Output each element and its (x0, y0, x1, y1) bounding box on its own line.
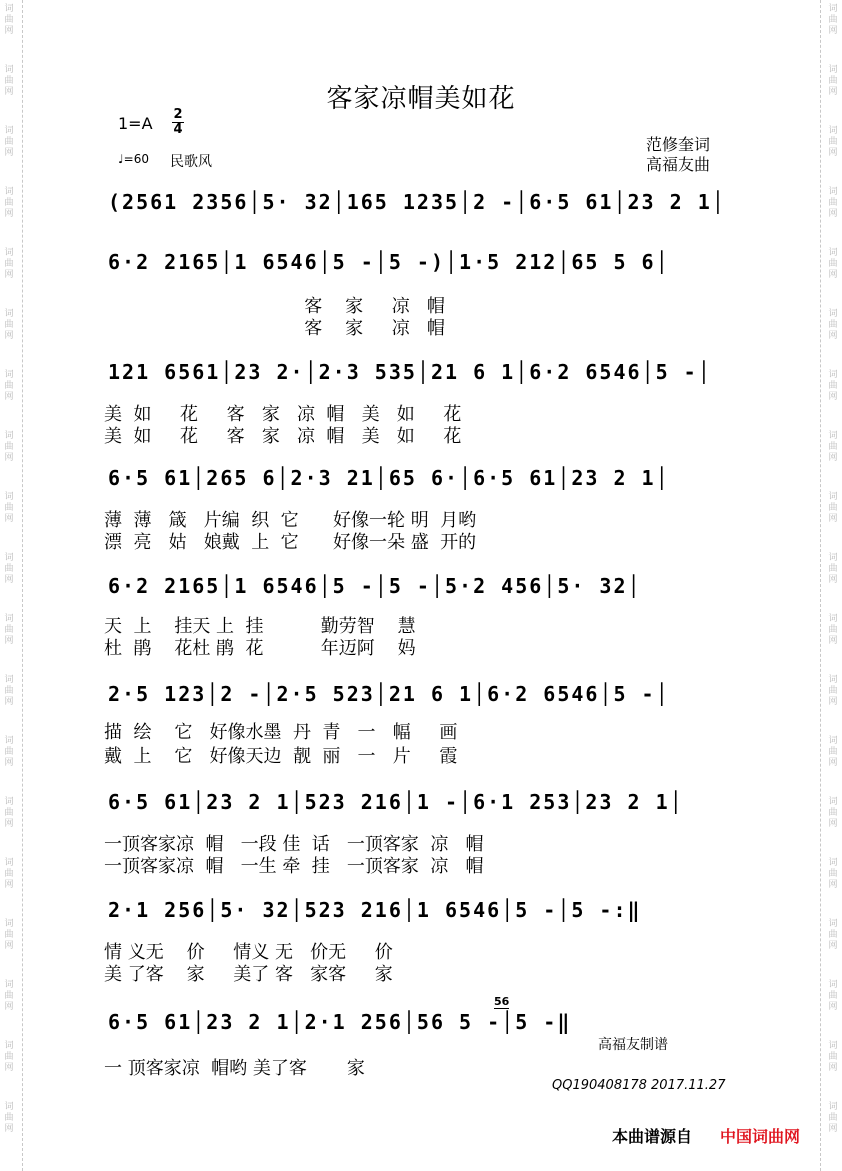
watermark-char: 网 (828, 636, 838, 646)
watermark-char: 曲 (4, 625, 14, 635)
watermark-char: 网 (828, 880, 838, 890)
watermark-char: 词 (828, 858, 838, 868)
watermark-char: 网 (828, 941, 838, 951)
watermark-block (2, 1041, 16, 1074)
watermark-char: 词 (828, 187, 838, 197)
score-system-3 (104, 354, 740, 394)
watermark-block (2, 431, 16, 464)
watermark-char: 网 (4, 636, 14, 646)
watermark-char: 词 (4, 614, 14, 624)
watermark-char: 词 (828, 492, 838, 502)
lyricist-credit: 范修奎词 (646, 135, 711, 154)
watermark-char: 词 (4, 248, 14, 258)
lyric-verse-2: 美 如 花 客 家 凉 帽 美 如 花 (104, 426, 462, 447)
watermark-char: 词 (4, 65, 14, 75)
watermark-block (2, 1102, 16, 1135)
watermark-char: 曲 (828, 137, 838, 147)
source-label: 本曲谱源自 (612, 1127, 693, 1146)
watermark-char: 曲 (4, 564, 14, 574)
watermark-char: 网 (828, 1124, 838, 1134)
watermark-char: 词 (828, 65, 838, 75)
watermark-char: 网 (828, 1002, 838, 1012)
score-system-4 (104, 460, 740, 500)
watermark-block (826, 980, 840, 1013)
watermark-block (826, 126, 840, 159)
watermark-char: 网 (828, 514, 838, 524)
lyric-verse-1: 情 义无 价 情义 无 价无 价 (104, 942, 393, 963)
watermark-block (826, 736, 840, 769)
notation-line: 6·5 61│265 6│2·3 21│65 6·│6·5 61│23 2 1│ (108, 466, 670, 490)
watermark-char: 词 (828, 919, 838, 929)
watermark-char: 曲 (828, 198, 838, 208)
watermark-char: 网 (4, 87, 14, 97)
watermark-char: 曲 (4, 808, 14, 818)
watermark-block (826, 614, 840, 647)
lyric-verse-2: 美 了客 家 美了 客 家客 家 (104, 964, 393, 985)
watermark-char: 网 (4, 941, 14, 951)
watermark-char: 词 (4, 431, 14, 441)
watermark-block (826, 553, 840, 586)
score-system-5 (104, 568, 740, 608)
watermark-char: 网 (828, 26, 838, 36)
watermark-char: 网 (828, 819, 838, 829)
watermark-block (2, 553, 16, 586)
watermark-block (826, 858, 840, 891)
watermark-block (2, 248, 16, 281)
watermark-block (826, 797, 840, 830)
watermark-char: 曲 (4, 320, 14, 330)
watermark-char: 网 (4, 697, 14, 707)
lyric-verse-1: 天 上 挂天 上 挂 勤劳智 慧 (104, 616, 416, 637)
watermark-char: 词 (4, 553, 14, 563)
composer-credit: 高福友曲 (646, 155, 711, 174)
watermark-char: 曲 (828, 869, 838, 879)
watermark-char: 网 (828, 148, 838, 158)
score-system-2 (104, 244, 740, 284)
watermark-char: 词 (828, 614, 838, 624)
watermark-char: 曲 (828, 1052, 838, 1062)
notation-line: 6·2 2165│1 6546│5 -│5 -│5·2 456│5· 32│ (108, 574, 642, 598)
watermark-char: 曲 (828, 1113, 838, 1123)
watermark-char: 词 (4, 4, 14, 14)
watermark-block (826, 248, 840, 281)
watermark-block (2, 492, 16, 525)
notation-line: (2561 2356│5· 32│165 1235│2 -│6·5 61│23 2 1│ (108, 190, 726, 214)
right-watermark-column (826, 0, 840, 1171)
notation-line: 2·5 123│2 -│2·5 523│21 6 1│6·2 6546│5 -│ (108, 682, 670, 706)
watermark-char: 曲 (4, 930, 14, 940)
watermark-char: 词 (828, 4, 838, 14)
watermark-char: 词 (4, 1102, 14, 1112)
watermark-char: 曲 (4, 1113, 14, 1123)
watermark-char: 曲 (4, 259, 14, 269)
watermark-block (2, 919, 16, 952)
site-link[interactable]: 中国词曲网 (720, 1127, 801, 1146)
lyric-verse-1: 描 绘 它 好像水墨 丹 青 一 幅 画 (104, 722, 458, 743)
watermark-char: 词 (4, 797, 14, 807)
watermark-block (2, 126, 16, 159)
meter-top: 2 (173, 107, 183, 122)
right-dashed-border (820, 0, 821, 1171)
watermark-block (826, 431, 840, 464)
watermark-char: 曲 (828, 320, 838, 330)
watermark-char: 曲 (4, 991, 14, 1001)
watermark-char: 曲 (828, 747, 838, 757)
watermark-char: 词 (828, 736, 838, 746)
lyric-verse-1: 美 如 花 客 家 凉 帽 美 如 花 (104, 404, 462, 425)
watermark-block (826, 492, 840, 525)
watermark-char: 网 (828, 392, 838, 402)
watermark-char: 曲 (4, 686, 14, 696)
watermark-char: 词 (4, 492, 14, 502)
lyric-verse-2: 一顶客家凉 帽 一生 牵 挂 一顶客家 凉 帽 (104, 856, 484, 877)
watermark-char: 词 (4, 736, 14, 746)
watermark-block (826, 675, 840, 708)
watermark-char: 曲 (4, 503, 14, 513)
watermark-char: 词 (828, 980, 838, 990)
watermark-char: 词 (828, 1041, 838, 1051)
lyric-verse-2: 杜 鹃 花杜 鹃 花 年迈阿 妈 (104, 638, 416, 659)
watermark-char: 网 (828, 270, 838, 280)
watermark-char: 曲 (828, 625, 838, 635)
watermark-char: 词 (828, 431, 838, 441)
watermark-block (2, 736, 16, 769)
watermark-char: 网 (4, 819, 14, 829)
lyric-verse-2: 客 家 凉 帽 (104, 318, 445, 339)
lyric-verse-2: 漂 亮 姑 娘戴 上 它 好像一朵 盛 开的 (104, 532, 477, 553)
watermark-char: 网 (4, 270, 14, 280)
watermark-char: 网 (828, 575, 838, 585)
watermark-char: 网 (4, 453, 14, 463)
notation-line: 6·5 61│23 2 1│2·1 256│56 5 -│5 -‖ (108, 1010, 572, 1034)
watermark-char: 网 (4, 392, 14, 402)
watermark-char: 词 (4, 675, 14, 685)
watermark-block (826, 309, 840, 342)
watermark-char: 曲 (828, 686, 838, 696)
watermark-char: 网 (4, 514, 14, 524)
watermark-block (2, 614, 16, 647)
watermark-block (826, 370, 840, 403)
watermark-char: 曲 (4, 442, 14, 452)
watermark-char: 曲 (828, 15, 838, 25)
coda-marking: 56 (494, 995, 510, 1008)
watermark-block (2, 675, 16, 708)
watermark-char: 曲 (828, 381, 838, 391)
watermark-char: 曲 (828, 259, 838, 269)
watermark-char: 曲 (4, 15, 14, 25)
watermark-block (2, 797, 16, 830)
watermark-char: 网 (4, 148, 14, 158)
watermark-char: 曲 (4, 747, 14, 757)
watermark-block (826, 1041, 840, 1074)
song-title: 客家凉帽美如花 (326, 84, 516, 114)
watermark-char: 网 (4, 26, 14, 36)
watermark-char: 网 (4, 1124, 14, 1134)
watermark-char: 词 (4, 980, 14, 990)
watermark-char: 网 (4, 880, 14, 890)
watermark-char: 词 (828, 309, 838, 319)
time-signature (172, 108, 184, 137)
watermark-block (826, 919, 840, 952)
watermark-char: 网 (828, 331, 838, 341)
watermark-block (2, 980, 16, 1013)
watermark-char: 网 (828, 87, 838, 97)
watermark-char: 网 (4, 1002, 14, 1012)
score-maker: 高福友制谱 (598, 1037, 668, 1053)
watermark-char: 曲 (4, 1052, 14, 1062)
watermark-char: 曲 (828, 991, 838, 1001)
watermark-block (2, 858, 16, 891)
watermark-char: 网 (4, 758, 14, 768)
score-system-6 (104, 676, 740, 716)
watermark-char: 网 (828, 1063, 838, 1073)
watermark-char: 曲 (828, 503, 838, 513)
watermark-char: 网 (828, 453, 838, 463)
watermark-char: 曲 (4, 869, 14, 879)
score-system-1 (104, 184, 740, 224)
watermark-char: 词 (4, 187, 14, 197)
watermark-block (826, 4, 840, 37)
watermark-char: 词 (4, 126, 14, 136)
watermark-char: 曲 (4, 198, 14, 208)
watermark-block (2, 4, 16, 37)
watermark-block (2, 370, 16, 403)
watermark-char: 词 (828, 797, 838, 807)
watermark-block (826, 1102, 840, 1135)
watermark-char: 词 (4, 1041, 14, 1051)
watermark-char: 曲 (4, 76, 14, 86)
score-system-7 (104, 784, 740, 824)
key-signature: 1=A (118, 114, 153, 133)
lyric-verse-1: 客 家 凉 帽 (104, 296, 445, 317)
watermark-char: 曲 (828, 930, 838, 940)
watermark-block (826, 187, 840, 220)
watermark-char: 词 (828, 1102, 838, 1112)
watermark-char: 曲 (828, 76, 838, 86)
notation-line: 6·5 61│23 2 1│523 216│1 -│6·1 253│23 2 1│ (108, 790, 684, 814)
watermark-char: 词 (828, 370, 838, 380)
score-system-8 (104, 892, 740, 932)
notation-line: 6·2 2165│1 6546│5 -│5 -)│1·5 212│65 5 6│ (108, 250, 670, 274)
watermark-char: 词 (4, 309, 14, 319)
watermark-char: 网 (4, 1063, 14, 1073)
watermark-char: 网 (4, 331, 14, 341)
watermark-char: 网 (828, 758, 838, 768)
lyric-verse-1: 一 顶客家凉 帽哟 美了客 家 (104, 1058, 365, 1079)
left-dashed-border (22, 0, 23, 1171)
watermark-block (2, 309, 16, 342)
notation-line: 121 6561│23 2·│2·3 535│21 6 1│6·2 6546│5 -│ (108, 360, 712, 384)
lyric-verse-2: 戴 上 它 好像天边 靓 丽 一 片 霞 (104, 746, 458, 767)
watermark-char: 曲 (4, 137, 14, 147)
watermark-char: 网 (4, 575, 14, 585)
tempo-marking: ♩=60 (118, 152, 149, 166)
watermark-char: 词 (828, 126, 838, 136)
watermark-char: 网 (828, 209, 838, 219)
contact-date: QQ190408178 2017.11.27 (552, 1078, 726, 1093)
watermark-char: 词 (828, 553, 838, 563)
watermark-char: 曲 (828, 564, 838, 574)
watermark-char: 网 (4, 209, 14, 219)
left-watermark-column (2, 0, 16, 1171)
notation-line: 2·1 256│5· 32│523 216│1 6546│5 -│5 -:‖ (108, 898, 642, 922)
watermark-char: 曲 (828, 442, 838, 452)
style-marking: 民歌风 (170, 154, 212, 170)
watermark-char: 曲 (4, 381, 14, 391)
watermark-block (2, 187, 16, 220)
watermark-char: 词 (4, 919, 14, 929)
watermark-char: 网 (828, 697, 838, 707)
watermark-char: 曲 (828, 808, 838, 818)
watermark-char: 词 (4, 858, 14, 868)
lyric-verse-1: 薄 薄 箴 片编 织 它 好像一轮 明 月哟 (104, 510, 477, 531)
watermark-char: 词 (828, 675, 838, 685)
watermark-char: 词 (4, 370, 14, 380)
watermark-char: 词 (828, 248, 838, 258)
meter-bottom: 4 (173, 122, 183, 137)
lyric-verse-1: 一顶客家凉 帽 一段 佳 话 一顶客家 凉 帽 (104, 834, 484, 855)
